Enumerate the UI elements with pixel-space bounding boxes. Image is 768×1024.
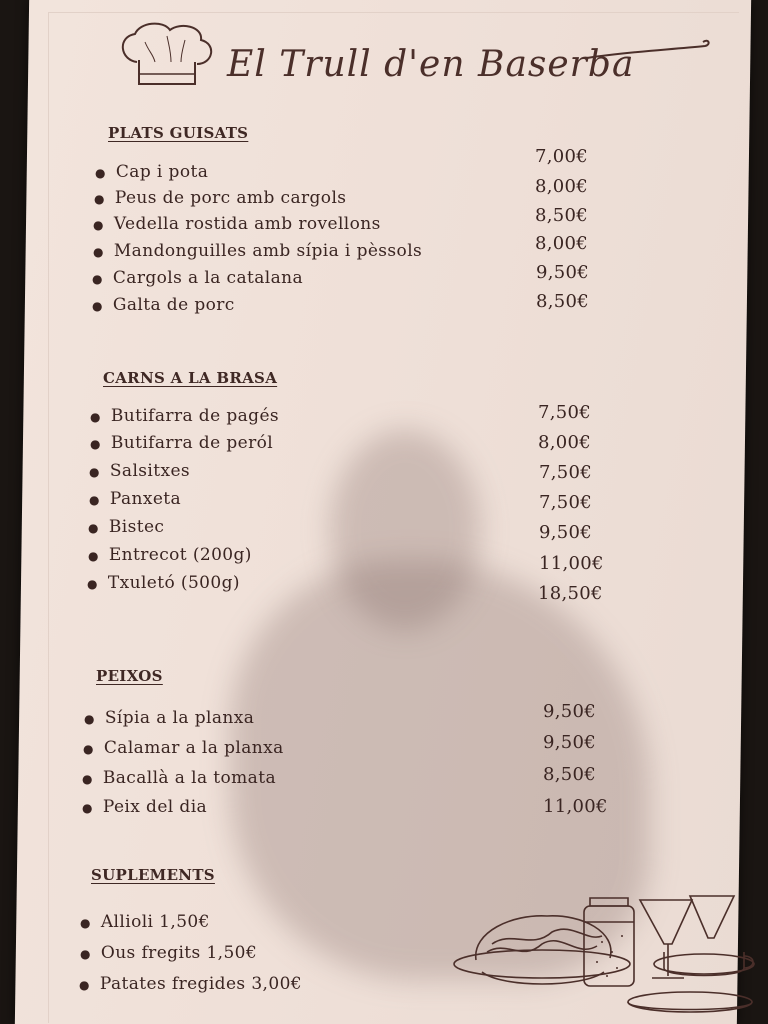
menu-price: 8,00€ — [538, 432, 592, 453]
menu-price: 9,50€ — [543, 701, 597, 722]
menu-item: ● Mandonguilles amb sípia i pèssols — [93, 241, 423, 261]
menu-item: ● Cap i pota — [95, 162, 209, 182]
menu-item: ● Peus de porc amb cargols — [94, 188, 347, 208]
menu-price: 7,00€ — [535, 146, 589, 167]
menu-price: 9,50€ — [543, 732, 597, 753]
menu-price: 8,50€ — [543, 764, 597, 785]
menu-header — [115, 22, 715, 102]
menu-item: ● Txuletó (500g) — [87, 573, 240, 593]
menu-item: ● Entrecot (200g) — [88, 545, 252, 565]
section-title-carns-a-la-brasa: CARNS A LA BRASA — [103, 369, 278, 387]
menu-item: ● Butifarra de peról — [90, 433, 274, 453]
menu-item: ● Galta de porc — [92, 295, 235, 315]
menu-price: 9,50€ — [536, 262, 590, 283]
menu-item: ● Sípia a la planxa — [84, 708, 255, 728]
menu-price: 7,50€ — [539, 492, 593, 513]
menu-item: ● Vedella rostida amb rovellons — [93, 214, 381, 234]
menu-item: ● Peix del dia — [82, 797, 208, 817]
menu-item: ● Patates fregides 3,00€ — [79, 974, 303, 994]
menu-price: 8,00€ — [535, 233, 589, 254]
menu-item: ● Calamar a la planxa — [83, 738, 284, 758]
section-title-plats-guisats: PLATS GUISATS — [108, 124, 249, 142]
menu-price: 8,50€ — [536, 291, 590, 312]
section-title-suplements: SUPLEMENTS — [91, 866, 215, 884]
menu-price: 9,50€ — [539, 522, 593, 543]
title-swash-icon — [585, 32, 715, 62]
menu-price: 7,50€ — [538, 402, 592, 423]
menu-item: ● Panxeta — [89, 489, 182, 509]
menu-price: 11,00€ — [543, 796, 608, 817]
restaurant-title: El Trull d'en Baserba — [227, 44, 635, 85]
menu-price: 8,50€ — [535, 205, 589, 226]
menu-price: 8,00€ — [535, 176, 589, 197]
food-illustration-icon — [452, 892, 768, 1024]
menu-item: ● Ous fregits 1,50€ — [80, 943, 258, 963]
menu-item: ● Bacallà a la tomata — [82, 768, 276, 788]
menu-item: ● Butifarra de pagés — [90, 406, 280, 426]
menu-item: ● Cargols a la catalana — [92, 268, 304, 288]
menu-price: 7,50€ — [539, 462, 593, 483]
section-title-peixos: PEIXOS — [96, 667, 163, 685]
menu-price: 18,50€ — [538, 583, 603, 604]
menu-item: ● Bistec — [88, 517, 165, 537]
chef-hat-icon — [115, 22, 220, 92]
menu-item: ● Salsitxes — [89, 461, 191, 481]
menu-price: 11,00€ — [539, 553, 604, 574]
menu-item: ● Allioli 1,50€ — [80, 912, 210, 932]
